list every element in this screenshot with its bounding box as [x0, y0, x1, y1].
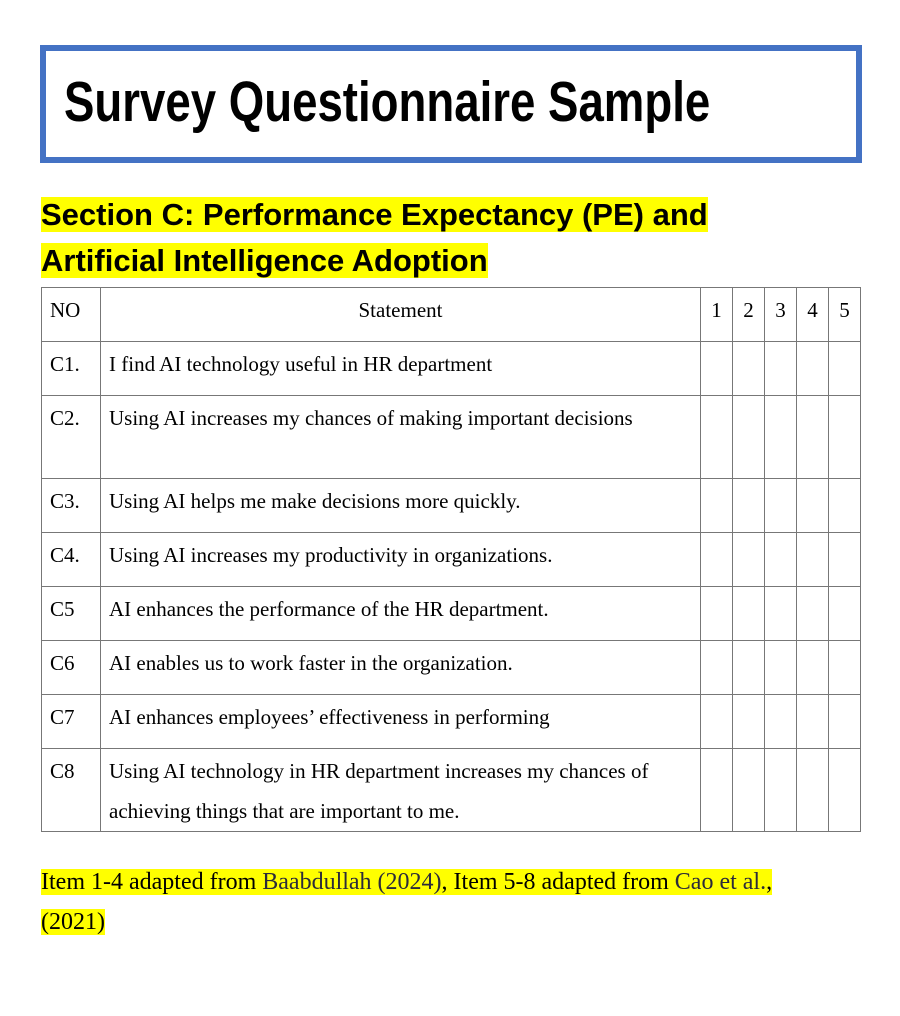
item-statement: AI enhances employees’ effectiveness in performing — [101, 695, 701, 749]
rating-cell-1[interactable] — [701, 641, 733, 695]
rating-cell-5[interactable] — [829, 641, 861, 695]
item-statement: AI enhances the performance of the HR department. — [101, 587, 701, 641]
item-statement: AI enables us to work faster in the organization. — [101, 641, 701, 695]
rating-cell-2[interactable] — [733, 396, 765, 479]
rating-cell-5[interactable] — [829, 587, 861, 641]
rating-cell-1[interactable] — [701, 533, 733, 587]
rating-cell-1[interactable] — [701, 342, 733, 396]
rating-cell-5[interactable] — [829, 695, 861, 749]
rating-cell-4[interactable] — [797, 396, 829, 479]
header-scale-5: 5 — [829, 288, 861, 342]
rating-cell-3[interactable] — [765, 587, 797, 641]
table-row — [42, 533, 861, 587]
source-note — [41, 862, 861, 942]
rating-cell-4[interactable] — [797, 479, 829, 533]
section-heading — [41, 192, 871, 284]
table-header-row — [42, 288, 861, 342]
header-statement: Statement — [101, 288, 701, 342]
table-row — [42, 587, 861, 641]
rating-cell-4[interactable] — [797, 749, 829, 832]
rating-cell-1[interactable] — [701, 396, 733, 479]
item-statement: I find AI technology useful in HR department — [101, 342, 701, 396]
rating-cell-3[interactable] — [765, 695, 797, 749]
rating-cell-3[interactable] — [765, 533, 797, 587]
rating-cell-4[interactable] — [797, 533, 829, 587]
table-row — [42, 749, 861, 832]
header-scale-1: 1 — [701, 288, 733, 342]
source-text-3: , — [766, 869, 773, 895]
item-number: C4. — [42, 533, 101, 587]
rating-cell-2[interactable] — [733, 749, 765, 832]
table-row — [42, 342, 861, 396]
citation-baabdullah: Baabdullah (2024) — [262, 869, 442, 895]
source-text-1: Item 1-4 adapted from — [41, 869, 263, 895]
source-text-2: , Item 5-8 adapted from — [441, 869, 675, 895]
item-statement: Using AI technology in HR department increases my chances of achieving things that are important to me. — [101, 749, 701, 832]
rating-cell-4[interactable] — [797, 587, 829, 641]
rating-cell-3[interactable] — [765, 396, 797, 479]
title-box — [40, 45, 862, 163]
item-number: C7 — [42, 695, 101, 749]
rating-cell-2[interactable] — [733, 587, 765, 641]
survey-table — [41, 287, 861, 832]
rating-cell-4[interactable] — [797, 342, 829, 396]
item-number: C5 — [42, 587, 101, 641]
source-year: (2021) — [41, 909, 105, 935]
rating-cell-4[interactable] — [797, 695, 829, 749]
header-scale-3: 3 — [765, 288, 797, 342]
item-number: C6 — [42, 641, 101, 695]
rating-cell-4[interactable] — [797, 641, 829, 695]
section-heading-line1: Section C: Performance Expectancy (PE) and — [41, 197, 708, 232]
page-title: Survey Questionnaire Sample — [64, 70, 711, 134]
table-row — [42, 479, 861, 533]
rating-cell-3[interactable] — [765, 479, 797, 533]
item-number: C2. — [42, 396, 101, 479]
item-statement: Using AI increases my productivity in organizations. — [101, 533, 701, 587]
rating-cell-5[interactable] — [829, 342, 861, 396]
rating-cell-2[interactable] — [733, 695, 765, 749]
rating-cell-5[interactable] — [829, 396, 861, 479]
table-row — [42, 641, 861, 695]
rating-cell-2[interactable] — [733, 641, 765, 695]
item-number: C3. — [42, 479, 101, 533]
item-statement: Using AI helps me make decisions more quickly. — [101, 479, 701, 533]
item-statement: Using AI increases my chances of making important decisions — [101, 396, 701, 479]
rating-cell-1[interactable] — [701, 749, 733, 832]
item-number: C8 — [42, 749, 101, 832]
rating-cell-1[interactable] — [701, 695, 733, 749]
rating-cell-5[interactable] — [829, 533, 861, 587]
section-heading-line2: Artificial Intelligence Adoption — [41, 243, 488, 278]
rating-cell-3[interactable] — [765, 641, 797, 695]
table-row — [42, 396, 861, 479]
table-row — [42, 695, 861, 749]
rating-cell-1[interactable] — [701, 587, 733, 641]
rating-cell-2[interactable] — [733, 342, 765, 396]
header-scale-4: 4 — [797, 288, 829, 342]
header-scale-2: 2 — [733, 288, 765, 342]
rating-cell-2[interactable] — [733, 533, 765, 587]
rating-cell-3[interactable] — [765, 342, 797, 396]
citation-cao: Cao et al. — [674, 869, 767, 895]
rating-cell-1[interactable] — [701, 479, 733, 533]
rating-cell-2[interactable] — [733, 479, 765, 533]
item-number: C1. — [42, 342, 101, 396]
header-no: NO — [42, 288, 101, 342]
rating-cell-3[interactable] — [765, 749, 797, 832]
rating-cell-5[interactable] — [829, 479, 861, 533]
rating-cell-5[interactable] — [829, 749, 861, 832]
